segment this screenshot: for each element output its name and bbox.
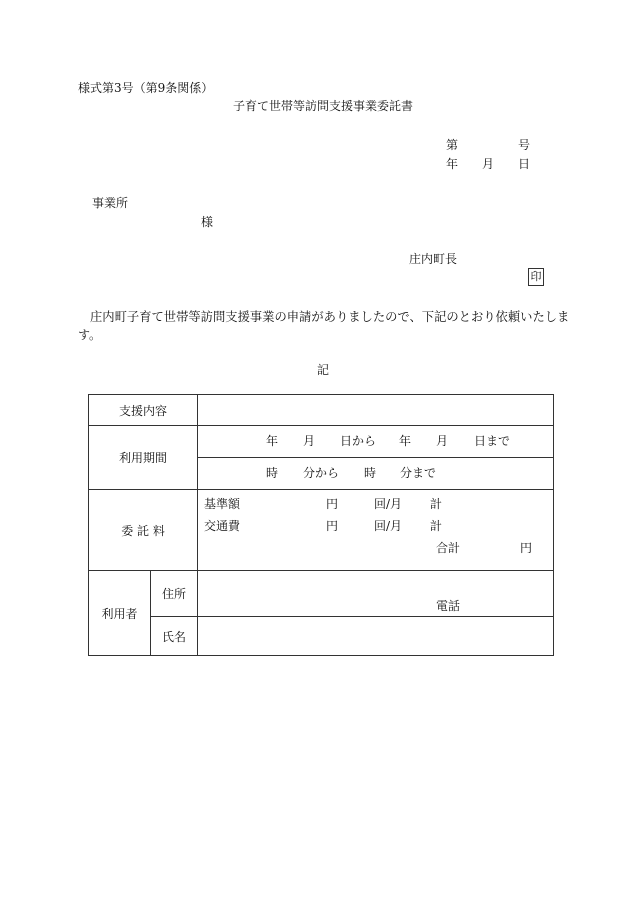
recipient-office: 事業所 xyxy=(92,196,129,210)
fee-transport-label: 交通費 xyxy=(204,519,241,533)
fee-field[interactable] xyxy=(198,490,554,571)
support-content-field[interactable] xyxy=(198,395,554,426)
fee-label: 委 託 料 xyxy=(89,490,198,571)
period-start-hour: 時 xyxy=(266,466,279,480)
period-end-month: 月 xyxy=(436,434,449,448)
fee-sum-yen: 円 xyxy=(520,541,533,555)
user-address-label: 住所 xyxy=(151,571,198,617)
ki-heading: 記 xyxy=(317,363,330,377)
page-title: 子育て世帯等訪問支援事業委託書 xyxy=(233,99,414,113)
body-text-line1: 庄内町子育て世帯等訪問支援事業の申請がありましたので、下記のとおり依頼いたしま xyxy=(90,310,570,324)
form-number: 様式第3号（第9条関係） xyxy=(78,81,214,95)
fee-base-yen: 円 xyxy=(326,497,339,511)
user-name-label: 氏名 xyxy=(151,617,198,656)
fee-base-per: 回/月 xyxy=(374,497,403,511)
seal-stamp: 印 xyxy=(528,268,544,286)
date-month: 月 xyxy=(482,157,495,171)
period-start-minute: 分から xyxy=(303,466,340,480)
user-address-field[interactable] xyxy=(198,571,554,617)
user-name-field[interactable] xyxy=(198,617,554,656)
user-phone-label: 電話 xyxy=(436,599,461,613)
fee-transport-per: 回/月 xyxy=(374,519,403,533)
period-start-month: 月 xyxy=(303,434,316,448)
fee-transport-total: 計 xyxy=(430,519,443,533)
fee-transport-yen: 円 xyxy=(326,519,339,533)
row-fee xyxy=(89,490,554,571)
period-time-field[interactable] xyxy=(198,458,554,490)
row-user-address xyxy=(89,571,554,617)
date-year: 年 xyxy=(446,157,459,171)
body-text-line2: す。 xyxy=(78,328,102,342)
user-label: 利用者 xyxy=(89,571,151,656)
fee-base-total: 計 xyxy=(430,497,443,511)
period-date-field[interactable] xyxy=(198,426,554,458)
period-end-year: 年 xyxy=(399,434,412,448)
doc-number-suffix: 号 xyxy=(518,138,531,152)
fee-base-label: 基準額 xyxy=(204,497,241,511)
fee-sum-label: 合計 xyxy=(436,541,461,555)
period-end-minute: 分まで xyxy=(400,466,437,480)
doc-number-prefix: 第 xyxy=(446,138,459,152)
period-end-hour: 時 xyxy=(364,466,377,480)
date-day: 日 xyxy=(518,157,531,171)
row-period-dates xyxy=(89,426,554,458)
period-start-day: 日から xyxy=(340,434,377,448)
row-support-content xyxy=(89,395,554,426)
period-end-day: 日まで xyxy=(474,434,511,448)
sender-name: 庄内町長 xyxy=(409,252,458,266)
period-start-year: 年 xyxy=(266,434,279,448)
period-label: 利用期間 xyxy=(89,426,198,490)
request-table xyxy=(88,394,554,656)
recipient-honorific: 様 xyxy=(201,215,214,229)
support-content-label: 支援内容 xyxy=(89,395,198,426)
row-user-name xyxy=(89,617,554,656)
